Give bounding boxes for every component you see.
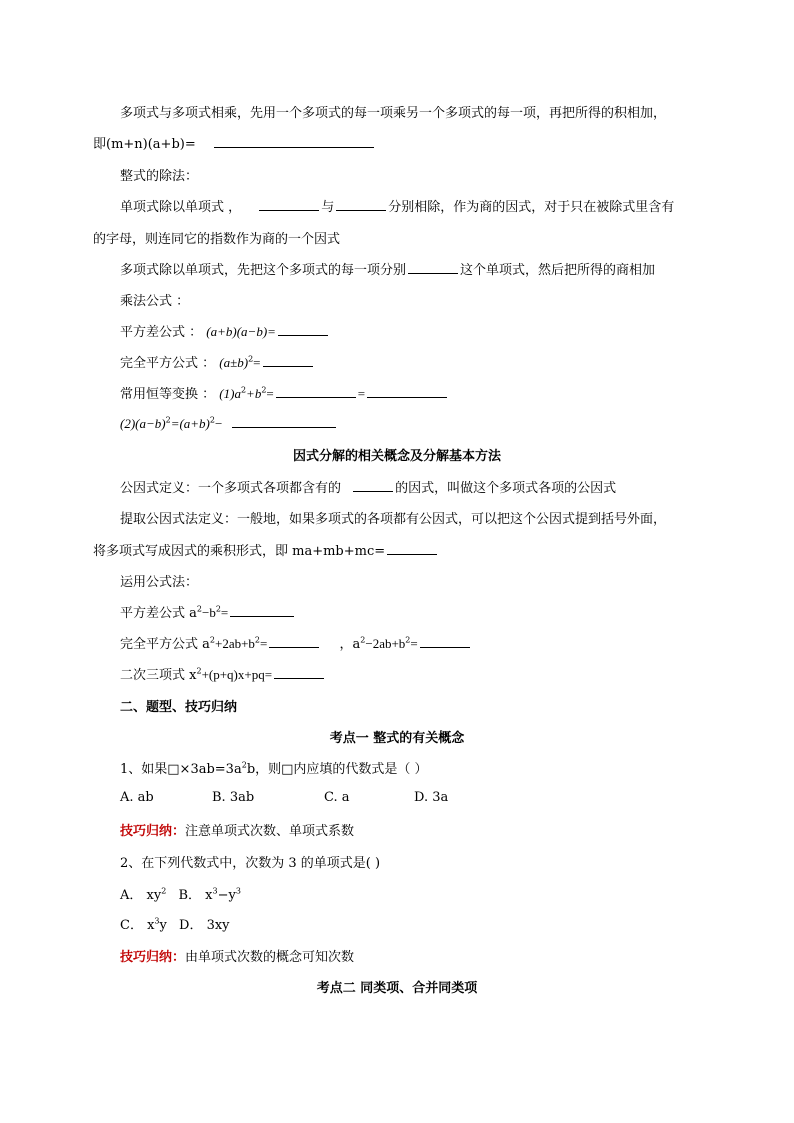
blank [408, 260, 458, 274]
poly-mult-line2 [93, 133, 376, 152]
formula-method-title: 运用公式法： [120, 575, 199, 590]
section-factor-title: 因式分解的相关概念及分解基本方法 [292, 449, 501, 464]
tip-label: 技巧归纳： [120, 824, 186, 839]
question-2: 2、在下列代数式中，次数为 3 的单项式是( ) [120, 856, 381, 871]
blank [276, 384, 356, 398]
blank [214, 134, 374, 148]
tip-1: 技巧归纳：注意单项式次数、单项式系数 [120, 824, 355, 839]
fm-diff-line: 平方差公式 $a^2-b^2=$ [120, 602, 296, 621]
blank [232, 414, 336, 428]
mono-div-line1: 单项式除以单项式 ， 与 分别相除，作为商的因式，对于只在被除式里含有 [120, 196, 674, 215]
option-c: C. a [324, 790, 350, 805]
blank [269, 634, 319, 648]
blank [230, 603, 294, 617]
option-a: A． $xy^2$ [120, 886, 167, 903]
question-2-options-ab [120, 884, 241, 903]
mono-div-line2: 的字母，则连同它的指数作为商的一个因式 [93, 232, 341, 247]
identity-line2: $(2)(a-b)^2=(a+b)^2-$ [120, 414, 338, 432]
blank [259, 197, 319, 211]
division-title: 整式的除法： [120, 169, 199, 184]
common-factor-def: 公因式定义：一个多项式各项都含有的 的因式，叫做这个多项式各项的公因式 [120, 477, 616, 496]
perfect-square-line: 完全平方公式 ： $(a\pm b)^2=$ [120, 352, 315, 371]
blank [387, 541, 437, 555]
option-a: A. ab [120, 790, 154, 805]
blank [420, 634, 470, 648]
quadratic-line: 二次三项式 $x^2+(p+q)x+pq=$ [120, 664, 326, 683]
blank [274, 665, 324, 679]
tip-2: 技巧归纳：由单项式次数的概念可知次数 [120, 950, 355, 965]
extract-line1: 提取公因式法定义：一般地，如果多项式的各项都有公因式，可以把这个公因式提到括号外面， [120, 512, 667, 527]
poly-div-line: 多项式除以单项式，先把这个多项式的每一项分别 这个单项式，然后把所得的商相加 [120, 259, 655, 278]
fm-perfect-line: 完全平方公式 $a^2+2ab+b^2=$ ，$a^2-2ab+b^2=$ [120, 633, 472, 652]
kaodian1-title: 考点一 整式的有关概念 [329, 731, 465, 746]
blank [278, 322, 328, 336]
blank [336, 197, 386, 211]
option-b: B. 3ab [212, 790, 255, 805]
option-b: B． $x^3-y^3$ [178, 886, 241, 903]
blank [353, 478, 393, 492]
diff-squares-expr: (a+b)(a−b)= [206, 324, 276, 339]
option-c: C． $x^3y$ [120, 916, 167, 933]
poly-mult-expr: 即(m+n)(a+b)= [93, 137, 196, 152]
question-1: 1、如果$□\times 3ab=3a^2b$，则□内应填的代数式是（ ） [120, 760, 428, 777]
diff-squares-line: 平方差公式 ： (a+b)(a−b)= [120, 321, 330, 340]
blank [367, 384, 447, 398]
section2-title: 二、题型、技巧归纳 [120, 700, 238, 715]
question-1-options [120, 790, 448, 805]
extract-line2: 将多项式写成因式的乘积形式，即 ma+mb+mc= [93, 540, 439, 559]
blank [263, 353, 313, 367]
question-2-options-cd [120, 914, 230, 933]
option-d: D. 3a [414, 790, 449, 805]
tip-label: 技巧归纳： [120, 950, 186, 965]
identity-line1: 常用恒等变换 ： $(1)a^2+b^2=$ = [120, 383, 449, 402]
kaodian2-title: 考点二 同类项、合并同类项 [316, 981, 478, 996]
option-d: D． 3xy [179, 918, 230, 933]
mult-formula-title: 乘法公式 ： [120, 294, 190, 309]
poly-mult-line1: 多项式与多项式相乘，先用一个多项式的每一项乘另一个多项式的每一项，再把所得的积相加， [120, 106, 667, 121]
